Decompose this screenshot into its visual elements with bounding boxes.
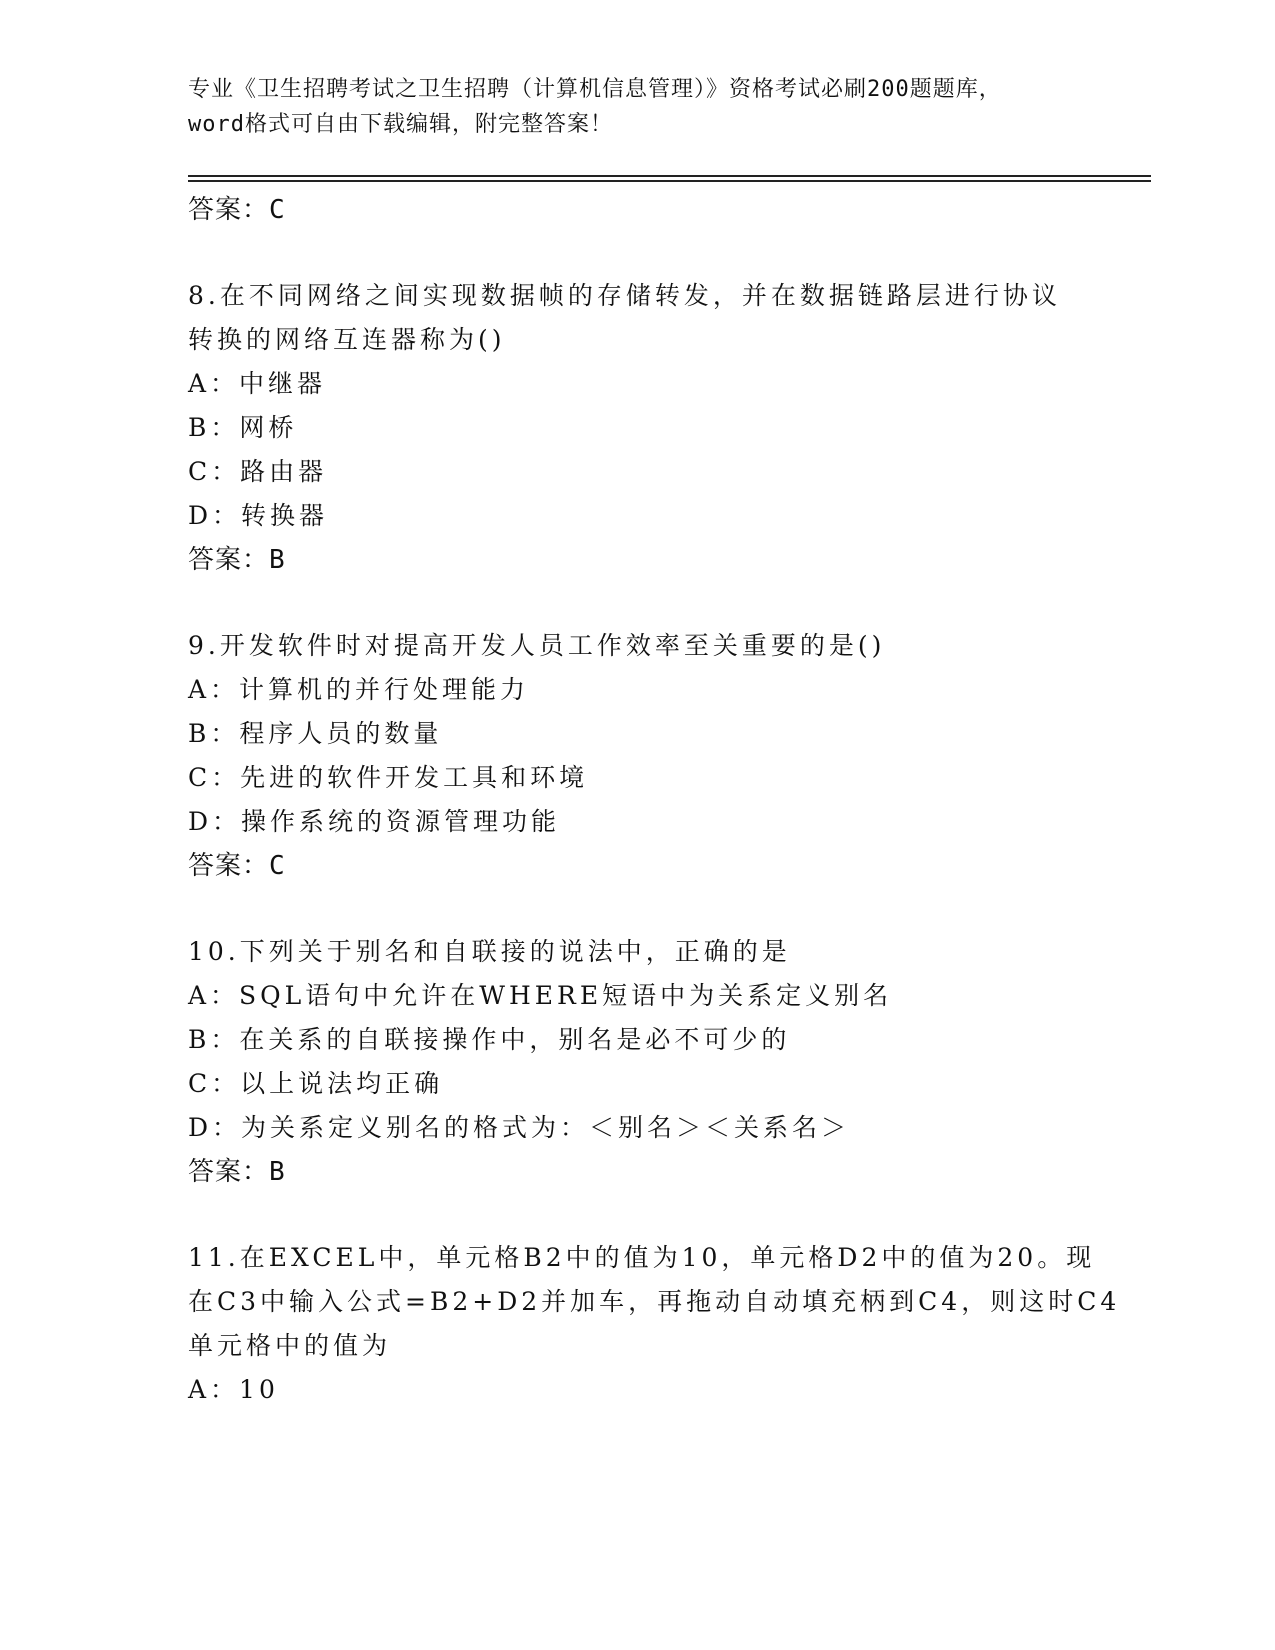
question-10-option-b: B：在关系的自联接操作中，别名是必不可少的	[188, 1025, 791, 1054]
header-line-2: word格式可自由下载编辑，附完整答案！	[188, 112, 613, 137]
question-10-option-a: A：SQL语句中允许在WHERE短语中为关系定义别名	[188, 981, 893, 1010]
document-header	[188, 72, 1088, 142]
question-10-answer: 答案：B	[188, 1157, 286, 1187]
question-9-option-a: A：计算机的并行处理能力	[188, 675, 530, 704]
question-11-stem-line-3: 单元格中的值为	[188, 1331, 392, 1360]
header-rule-bottom	[188, 180, 1151, 182]
question-8-option-a: A：中继器	[188, 369, 327, 398]
question-11-option-a: A：10	[188, 1375, 279, 1404]
question-10-stem-line-1: 10.下列关于别名和自联接的说法中，正确的是	[188, 937, 791, 966]
answer-previous: 答案：C	[188, 195, 286, 225]
question-8-stem-line-2: 转换的网络互连器称为()	[188, 325, 506, 354]
question-9-stem-line-1: 9.开发软件时对提高开发人员工作效率至关重要的是()	[188, 631, 886, 660]
question-8-stem-line-1: 8.在不同网络之间实现数据帧的存储转发，并在数据链路层进行协议	[188, 281, 1061, 310]
question-8-option-c: C：路由器	[188, 457, 328, 486]
question-9-answer: 答案：C	[188, 851, 286, 881]
question-10-option-c: C：以上说法均正确	[188, 1069, 444, 1098]
question-10-option-d: D：为关系定义别名的格式为：＜别名＞＜关系名＞	[188, 1113, 851, 1142]
header-rule-top	[188, 175, 1151, 177]
question-11-stem-line-1: 11.在EXCEL中，单元格B2中的值为10，单元格D2中的值为20。现	[188, 1243, 1096, 1272]
question-8-option-d: D：转换器	[188, 501, 329, 530]
question-8-answer: 答案：B	[188, 545, 286, 575]
question-9-option-d: D：操作系统的资源管理功能	[188, 807, 561, 836]
question-9-option-b: B：程序人员的数量	[188, 719, 443, 748]
header-line-1: 专业《卫生招聘考试之卫生招聘（计算机信息管理）》资格考试必刷200题题库，	[188, 77, 1002, 102]
question-8-option-b: B：网桥	[188, 413, 298, 442]
question-11-stem-line-2: 在C3中输入公式=B2+D2并加车，再拖动自动填充柄到C4，则这时C4	[188, 1287, 1121, 1316]
question-9-option-c: C：先进的软件开发工具和环境	[188, 763, 589, 792]
